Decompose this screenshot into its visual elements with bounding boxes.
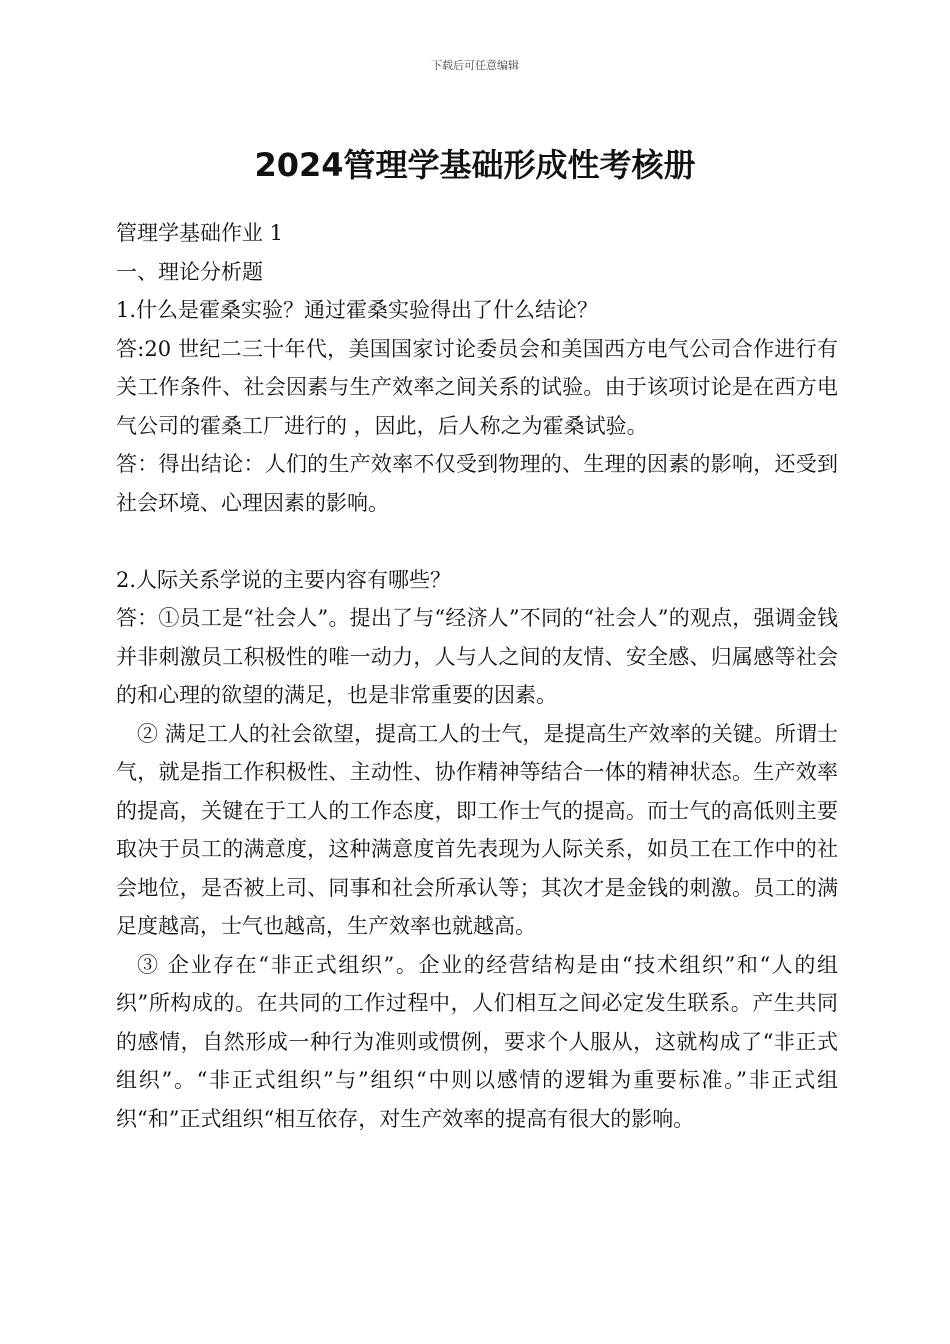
question-2: 2.人际关系学说的主要内容有哪些？ [116, 567, 452, 592]
question-1: 1.什么是霍桑实验？通过霍桑实验得出了什么结论？ [116, 298, 599, 322]
page-header-note: 下载后可任意编辑 [431, 59, 519, 72]
answer-2-point-2: ② 满足工人的社会欲望，提高工人的士气，是提高生产效率的关键。所谓士气，就是指工作积极性、主动性、协作精神等结合一体的精神状态。生产效率的提高，关键在于工人的工作态度，即工作士气的提高。而士气的高低则主要取决于员工的满意度，这种满意度首先表现为人际关系，如员工在工作中的社会地位，是否被上司、同事和社会所承认等；其次才是金钱的刺激。员工的满足度越高，士气也越高，生产效率也就越高。 [116, 721, 838, 938]
document-title: 2024管理学基础形成性考核册 [254, 146, 696, 184]
paragraph-gap [116, 522, 838, 561]
answer-1-paragraph: 答:20 世纪二三十年代，美国国家讨论委员会和美国西方电气公司合作进行有关工作条件、社会因素与生产效率之间关系的试验。由于该项讨论是在西方电气公司的霍桑工厂进行的 ，因此，后人称之为霍桑试验。 [116, 336, 838, 438]
section-heading: 一、理论分析题 [116, 259, 263, 284]
assignment-heading: 管理学基础作业 1 [116, 221, 284, 245]
answer-2-point-1: 答：①员工是“社会人”。提出了与“经济人”不同的“社会人”的观点，强调金钱并非刺激员工积极性的唯一动力，人与人之间的友情、安全感、归属感等社会的和心理的欲望的满足，也是非常重要的因素。 [116, 606, 838, 707]
answer-2-point-3: ③ 企业存在“非正式组织”。企业的经营结构是由“技术组织”和“人的组织”所构成的。在共同的工作过程中，人们相互之间必定发生联系。产生共同的感情，自然形成一种行为准则或惯例，要求个人服从，这就构成了“非正式组织”。“非正式组织”与”组织“中则以感情的逻辑为重要标准。”非正式组织“和”正式组织“相互依存，对生产效率的提高有很大的影响。 [116, 952, 838, 1131]
answer-1-conclusion: 答：得出结论：人们的生产效率不仅受到物理的、生理的因素的影响，还受到社会环境、心理因素的影响。 [116, 452, 838, 515]
document-body [116, 214, 838, 1138]
